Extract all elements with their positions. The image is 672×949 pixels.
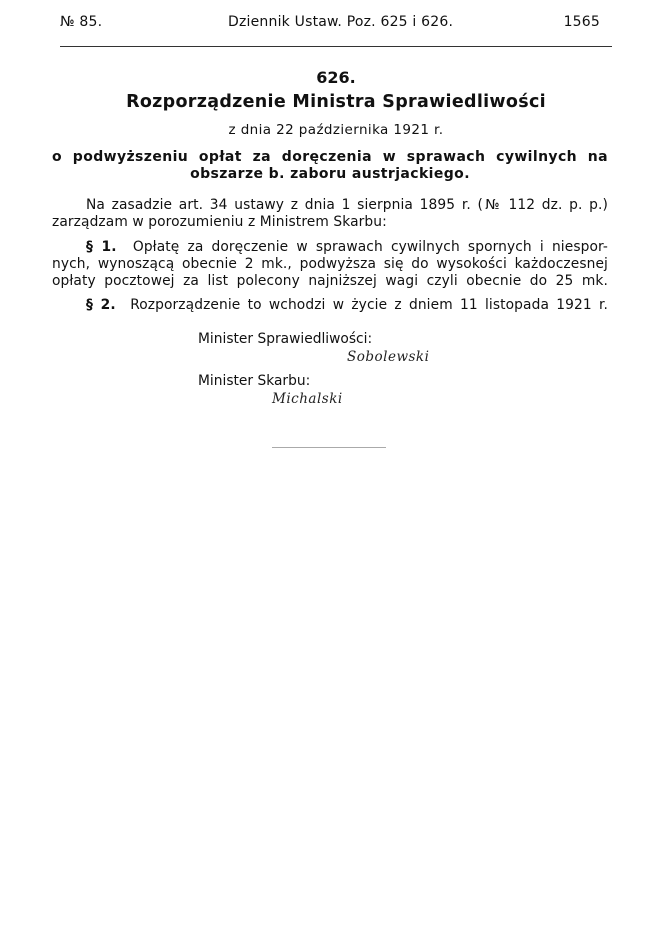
signature-role-justice: Minister Sprawiedliwości:: [198, 331, 373, 347]
section-1-line-2: nych, wynoszącą obecnie 2 mk., podwyższa się do wysokości każdoczesnej: [52, 256, 608, 272]
closing-divider: [272, 447, 386, 448]
document-subject: [52, 149, 608, 183]
section-1-line-1: [52, 239, 608, 256]
page-number: 1565: [563, 14, 600, 30]
signature-name-treasury: Michalski: [272, 391, 343, 407]
section-1-text-1: Opłatę za doręczenie w sprawach cywilnych spornych i niespor-: [132, 239, 608, 255]
document-title: Rozporządzenie Ministra Sprawiedliwości: [126, 92, 546, 112]
signature-name-justice: Sobolewski: [347, 349, 430, 365]
section-2-marker: § 2.: [86, 297, 116, 313]
section-2-line-1: [52, 297, 608, 314]
section-1-marker: § 1.: [86, 239, 117, 255]
header-divider: [60, 46, 612, 47]
section-1: [52, 239, 608, 290]
document-date: z dnia 22 października 1921 r.: [228, 122, 444, 138]
signature-role-treasury: Minister Skarbu:: [198, 373, 311, 389]
subject-line-2: obszarze b. zaboru austrjackiego.: [190, 166, 470, 182]
issue-number: № 85.: [60, 14, 103, 30]
subject-line-1: o podwyższeniu opłat za doręczenia w sprawach cywilnych na: [52, 149, 608, 165]
section-2-text-1: Rozporządzenie to wchodzi w życie z dniem 11 listopada 1921 r.: [130, 297, 608, 313]
intro-line-2: zarządzam w porozumieniu z Ministrem Skarbu:: [52, 214, 387, 230]
document-number: 626.: [316, 68, 356, 87]
intro-line-1: Na zasadzie art. 34 ustawy z dnia 1 sierpnia 1895 r. (№ 112 dz. p. p.): [86, 197, 608, 213]
intro-paragraph: [52, 197, 608, 231]
section-1-line-3: opłaty pocztowej za list polecony najniższej wagi czyli obecnie do 25 mk.: [52, 273, 608, 289]
page-header: [60, 14, 600, 36]
section-2: [52, 297, 608, 314]
journal-title: Dziennik Ustaw. Poz. 625 i 626.: [228, 14, 454, 30]
